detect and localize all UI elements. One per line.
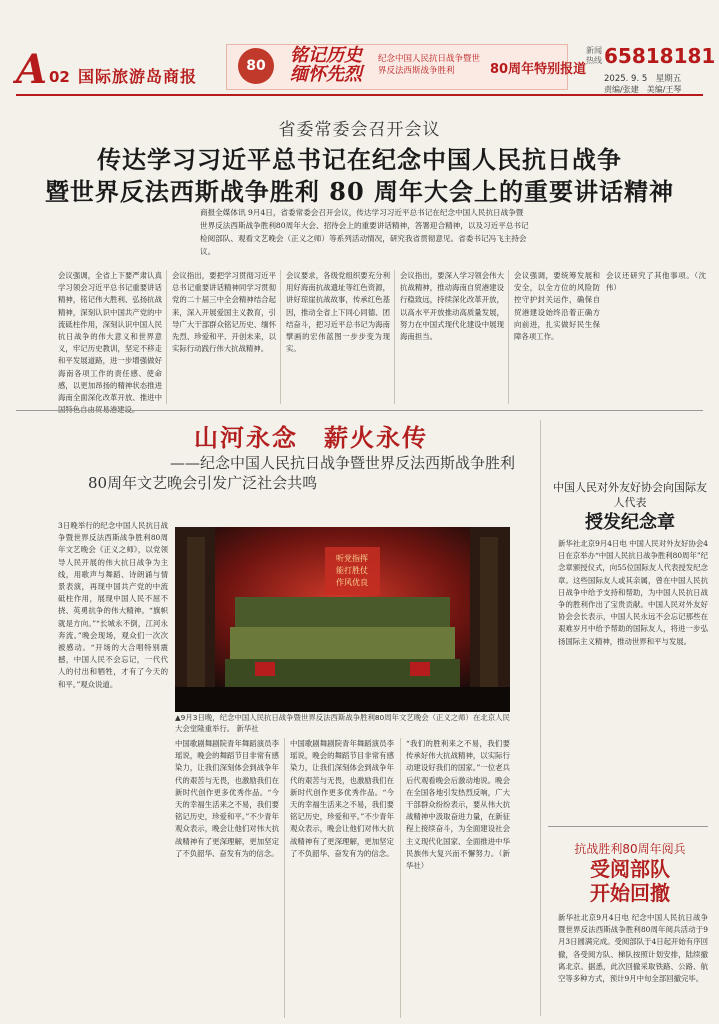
sidebar-section-divider xyxy=(548,826,708,827)
lead-column-4: 会议指出，要深入学习领会伟大抗战精神，推动海南自贸港建设行稳致远，持续深化改革开放，以高水平开放推动高质量发展，努力在中国式现代化建设中展现海南担当。 xyxy=(400,271,504,342)
sidebar-divider xyxy=(540,420,541,1016)
banner-title: 铭记历史 缅怀先烈 xyxy=(290,45,362,85)
lead-intro: 商报全媒体讯 9月4日，省委常委会召开会议，传达学习习近平总书记在纪念中国人民抗日战争暨世界反法西斯战争胜利80周年大会、招待会上的重要讲话精神，答署迎合精神，以及习近平总书记检阅部队、观看文艺晚会（正义之师）等系列活动情况，研究我省贯彻意见。省委书记冯飞主持会议。 xyxy=(200,208,529,256)
issue-date: 2025. 9. 5 星期五 xyxy=(604,74,682,84)
feature-subtitle-line2: 80周年文艺晚会引发广泛社会共鸣 xyxy=(88,474,318,492)
anniversary-badge: 80 xyxy=(238,48,274,84)
sidebar2-title xyxy=(550,857,710,905)
concert-stage-illustration xyxy=(175,527,510,712)
column-divider xyxy=(508,270,509,404)
feature-column-left: 3日晚举行的纪念中国人民抗日战争暨世界反法西斯战争胜利80周年文艺晚会《正义之师》，以党领导人民开展的伟大抗日战争为主线，用歌声与舞蹈、诗朗诵与情景表演，再现中国共产党的中流砥柱作用，展现中国人民不屈不挠、英勇抗争的伟大精神。“旗帜就是方向。”“长城永不倒，江河永奔流。”晚会现场，观众们一次次被感动。“开场的大合唱特别震撼，中国人民不会忘记，一代代人的付出和牺牲，才有了今天的和平。”观众说道。 xyxy=(58,521,168,689)
banner-special-report: 80周年特别报道 xyxy=(490,62,587,77)
column-divider xyxy=(400,738,401,1018)
paper-name: 国际旅游岛商报 xyxy=(78,67,198,86)
sidebar2-title-line2: 开始回撤 xyxy=(590,881,670,905)
editor-credits: 责编/张建 美编/王琴 xyxy=(604,85,682,94)
column-divider xyxy=(280,270,281,404)
masthead-divider xyxy=(16,94,703,96)
feature-title: 山河永念 薪火永传 xyxy=(194,423,428,452)
feature-subtitle-line1: ——纪念中国人民抗日战争暨世界反法西斯战争胜利 xyxy=(170,454,516,472)
feature-column-right: “我们的胜利来之不易，我们要传承好伟大抗战精神，以实际行动建设好我们的国家。”一位老兵后代观看晚会后激动地说。晚会在全国各地引发热烈反响，广大干部群众纷纷表示，要从伟大抗战精神中汲取奋进力量，在新征程上接续奋斗，为全面建设社会主义现代化国家、全面推进中华民族伟大复兴而不懈努力。（新华社） xyxy=(406,739,510,871)
column-divider xyxy=(394,270,395,404)
concert-photo xyxy=(175,527,510,712)
page-letter: A xyxy=(16,46,48,93)
sidebar2-body: 新华社北京9月4日电 纪念中国人民抗日战争暨世界反法西斯战争胜利80周年阅兵活动于9月3日圆满完成。受阅部队于4日起开始有序回撤，各受阅方队、梯队按照计划安排，陆续撤离北京。据悉，此次回撤采取铁路、公路、航空等多种方式，预计9月中旬全部回撤完毕。 xyxy=(558,913,708,984)
lead-column-3: 会议要求，各级党组织要充分利用好海南抗战遗址等红色资源，讲好琼崖抗战故事，传承红色基因，推动全省上下同心同德、团结奋斗，把习近平总书记为海南擘画的宏伟蓝图一步步变为现实。 xyxy=(286,271,390,354)
lead-column-2: 会议指出，要把学习贯彻习近平总书记重要讲话精神同学习贯彻党的二十届三中全会精神结合起来，深入开展爱国主义教育，引导广大干部群众铭记历史、缅怀先烈、珍爱和平、开创未来，以实际行动践行伟大抗战精神。 xyxy=(172,271,276,354)
sidebar1-body: 新华社北京9月4日电 中国人民对外友好协会4日在京举办“中国人民抗日战争胜利80周年”纪念章颁授仪式，向55位国际友人代表授发纪念章。这些国际友人或其亲属，曾在中国人民抗日战争中给予支持和帮助，为中国人民抗日战争的胜利作出了宝贵贡献。中国人民对外友好协会会长表示，中国人民永远不会忘记那些在艰难岁月中给予帮助的国际友人，将进一步弘扬国际主义精神，推动世界和平与发展。 xyxy=(558,539,708,646)
news-hotline: 65818181 xyxy=(604,44,716,68)
page-number: 02 xyxy=(49,68,70,86)
svg-text:能打胜仗: 能打胜仗 xyxy=(336,566,368,575)
lead-column-1: 会议强调，全省上下要严肃认真学习领会习近平总书记重要讲话精神，铭记伟大胜利、弘扬抗战精神，深刻认识中国共产党的中流砥柱作用，深刻认识中国人民抗日战争的伟大意义和世界意义，牢记历史教训，坚定不移走和平发展道路，进一步增强做好海南各项工作的责任感、使命感，以更加昂扬的精神状态推进海南全面深化改革开放、推进中 xyxy=(58,271,162,403)
lead-column-6: 会议还研究了其他事项。（沈伟） xyxy=(606,271,706,293)
column-divider xyxy=(284,738,285,1018)
feature-column-mid-b: 中国歌剧舞剧院青年舞蹈演员李瑶说，晚会的舞蹈节目非常有感染力，让我们深刻体会到战争年代的艰苦与无畏，也激励我们在新时代创作更多优秀作品。“今天的幸福生活来之不易，我们要铭记历史，珍爱和平。”不少青年观众表示，晚会让他们对伟大抗战精神有了更深理解，更加坚定了不负韶华、奋发有为的信念。 xyxy=(290,739,394,858)
sidebar2-kicker: 抗战胜利80周年阅兵 xyxy=(574,842,686,856)
svg-text:作风优良: 作风优良 xyxy=(336,578,368,587)
photo-caption: ▲9月3日晚，纪念中国人民抗日战争暨世界反法西斯战争胜利80周年文艺晚会（正义之师）在北京人民大会堂隆重举行。 新华社 xyxy=(175,713,510,733)
sidebar1-title: 授发纪念章 xyxy=(585,512,675,533)
sidebar2-title-line1: 受阅部队 xyxy=(590,857,670,881)
svg-text:听党指挥: 听党指挥 xyxy=(336,554,368,563)
banner-subtitle: 纪念中国人民抗日战争暨世界反法西斯战争胜利 xyxy=(378,54,481,76)
lead-column-5: 会议强调，要统筹发展和安全，以全方位的风险防控守护封关运作，确保自贸港建设始终沿着正确方向前进，扎实做好民生保障各项工作。 xyxy=(514,271,600,342)
feature-column-mid-a: 中国歌剧舞剧院青年舞蹈演员李瑶说，晚会的舞蹈节目非常有感染力，让我们深刻体会到战争年代的艰苦与无畏，也激励我们在新时代创作更多优秀作品。“今天的幸福生活来之不易，我们要铭记历史，珍爱和平。”不少青年观众表示，晚会让他们对伟大抗战精神有了更深理解，更加坚定了不负韶华、奋发有为的信念。 xyxy=(175,739,279,858)
section-divider xyxy=(16,410,703,411)
lead-kicker: 省委常委会召开会议 xyxy=(278,120,441,140)
hotline-label: 新闻热线 xyxy=(586,46,602,66)
sidebar1-kicker: 中国人民对外友好协会向国际友人代表 xyxy=(553,481,707,509)
lead-headline-line2: 暨世界反法西斯战争胜利 80 周年大会上的重要讲话精神 xyxy=(44,177,675,206)
column-divider xyxy=(166,270,167,404)
lead-headline-line1: 传达学习习近平总书记在纪念中国人民抗日战争 xyxy=(97,145,622,174)
